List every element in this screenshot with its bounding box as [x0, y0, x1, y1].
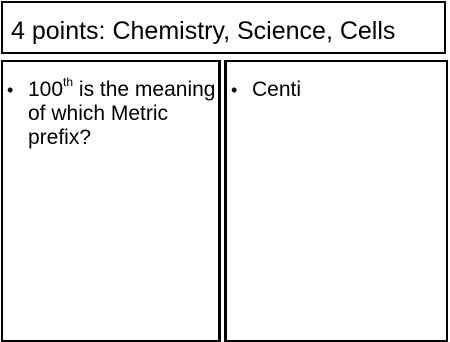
- question-text: [28, 75, 217, 150]
- question-rest: is the meaning of which Metric prefix?: [28, 78, 216, 149]
- bullet-icon: •: [231, 80, 238, 100]
- answer-bullet: [231, 78, 441, 102]
- answer-panel: [225, 60, 448, 342]
- question-number: 100: [28, 78, 64, 101]
- answer-text: Centi: [252, 78, 302, 101]
- title-box: [1, 1, 446, 54]
- bullet-icon: •: [7, 80, 14, 100]
- slide-title: 4 points: Chemistry, Science, Cells: [11, 17, 396, 45]
- question-bullet: [7, 75, 217, 150]
- question-panel: [1, 60, 220, 342]
- question-superscript: th: [63, 75, 74, 89]
